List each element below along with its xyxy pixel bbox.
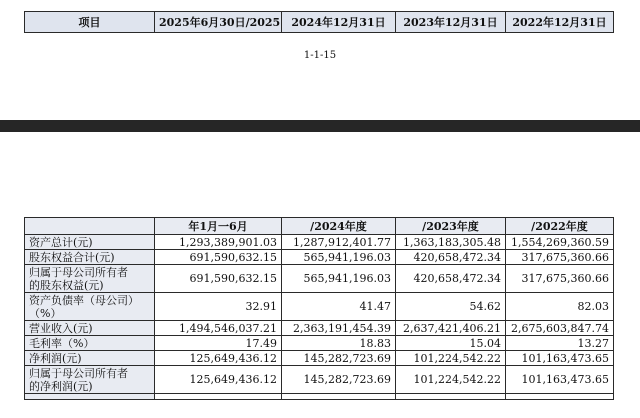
row-label [25, 351, 155, 366]
table-body [25, 235, 614, 400]
row-label [25, 250, 155, 265]
value-cell: 691,590,632.15 [155, 250, 282, 265]
table-header-cell: /2022年度 [506, 218, 614, 235]
table-row [25, 235, 614, 250]
row-label-line: 归属于母公司所有者 [29, 265, 128, 279]
value-cell: 145,282,723.69 [282, 366, 396, 394]
value-cell: 17.49 [155, 336, 282, 351]
table-header-cell: /2023年度 [396, 218, 506, 235]
row-label-line: 归属于母公司所有者 [29, 366, 128, 380]
value-cell: 317,675,360.66 [506, 250, 614, 265]
header-cell-2024: 2024年12月31日 [282, 12, 396, 33]
value-cell: 101,224,542.22 [396, 366, 506, 394]
cutoff-cell [25, 394, 155, 400]
value-cell: 82.03 [506, 293, 614, 321]
value-cell: 125,649,436.12 [155, 351, 282, 366]
header-cell-2023: 2023年12月31日 [396, 12, 506, 33]
row-label-line: 资产总计(元) [29, 235, 93, 249]
value-cell: 2,363,191,454.39 [282, 321, 396, 336]
row-label-line: 营业收入(元) [29, 321, 93, 335]
page-number: 1-1-15 [303, 50, 337, 61]
table-row-cutoff [25, 394, 614, 400]
header-cell-2022: 2022年12月31日 [506, 12, 614, 33]
value-cell: 1,293,389,901.03 [155, 235, 282, 250]
cutoff-cell [155, 394, 282, 400]
value-cell: 2,675,603,847.74 [506, 321, 614, 336]
value-cell: 54.62 [396, 293, 506, 321]
value-cell: 1,494,546,037.21 [155, 321, 282, 336]
value-cell: 1,287,912,401.77 [282, 235, 396, 250]
row-label-line: 股东权益合计(元) [29, 250, 115, 264]
row-label-line: 资产负债率（母公司） [29, 293, 139, 307]
table-row [25, 293, 614, 321]
value-cell: 125,649,436.12 [155, 366, 282, 394]
value-cell: 1,363,183,305.48 [396, 235, 506, 250]
cutoff-cell [506, 394, 614, 400]
financial-data-table [24, 217, 614, 400]
table-row [25, 265, 614, 293]
cutoff-cell [396, 394, 506, 400]
value-cell: 101,224,542.22 [396, 351, 506, 366]
row-label [25, 265, 155, 293]
value-cell: 18.83 [282, 336, 396, 351]
value-cell: 13.27 [506, 336, 614, 351]
value-cell: 420,658,472.34 [396, 250, 506, 265]
row-label-line: （%） [29, 306, 62, 320]
header-cell-period-2025: 2025年6月30日/2025 [155, 12, 282, 33]
value-cell: 32.91 [155, 293, 282, 321]
header-cell-item: 项目 [25, 12, 155, 33]
value-cell: 2,637,421,406.21 [396, 321, 506, 336]
header-row [25, 12, 614, 33]
row-label-line: 的股东权益(元) [29, 278, 104, 292]
cutoff-cell [282, 394, 396, 400]
row-label-line: 净利润(元) [29, 351, 82, 365]
row-label-line: 毛利率（%） [29, 336, 95, 350]
value-cell: 145,282,723.69 [282, 351, 396, 366]
value-cell: 15.04 [396, 336, 506, 351]
header-table-fragment [24, 11, 614, 33]
row-label [25, 366, 155, 394]
value-cell: 101,163,473.65 [506, 351, 614, 366]
value-cell: 420,658,472.34 [396, 265, 506, 293]
row-label [25, 321, 155, 336]
table-header-cell: /2024年度 [282, 218, 396, 235]
value-cell: 101,163,473.65 [506, 366, 614, 394]
table-row [25, 366, 614, 394]
value-cell: 1,554,269,360.59 [506, 235, 614, 250]
table-row [25, 250, 614, 265]
row-label [25, 235, 155, 250]
table-header-row [25, 218, 614, 235]
value-cell: 565,941,196.03 [282, 250, 396, 265]
row-label [25, 336, 155, 351]
table-row [25, 336, 614, 351]
table-header-cell [25, 218, 155, 235]
table-row [25, 351, 614, 366]
row-label-line: 的净利润(元) [29, 379, 93, 393]
value-cell: 41.47 [282, 293, 396, 321]
table-header-cell: 年1月一6月 [155, 218, 282, 235]
page-break-bar [0, 120, 640, 132]
table-row [25, 321, 614, 336]
value-cell: 317,675,360.66 [506, 265, 614, 293]
value-cell: 691,590,632.15 [155, 265, 282, 293]
row-label [25, 293, 155, 321]
value-cell: 565,941,196.03 [282, 265, 396, 293]
